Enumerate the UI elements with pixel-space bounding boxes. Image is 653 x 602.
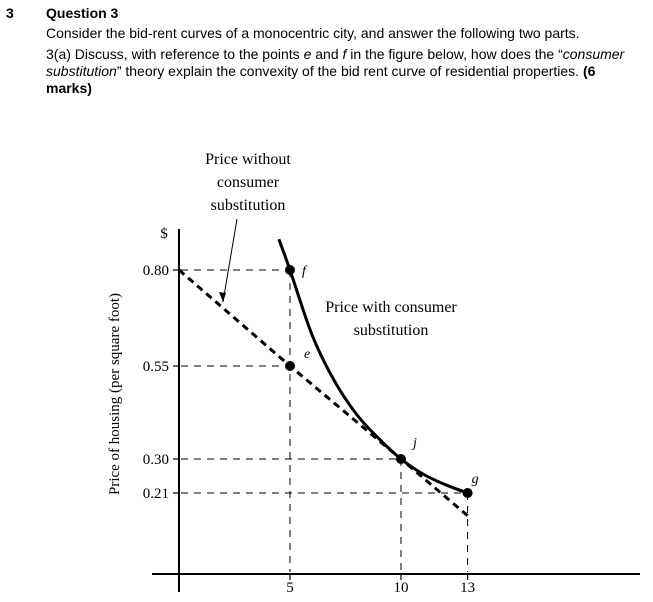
annotation-without-line2: consumer	[216, 174, 280, 191]
x-ticks	[286, 574, 475, 596]
series	[179, 239, 468, 515]
point-e-label: e	[304, 347, 311, 362]
x-tick-label: 5	[286, 580, 294, 596]
point-j-label: j	[413, 436, 417, 451]
x-tick-label: 10	[393, 580, 409, 596]
annotation-without-pointer	[223, 219, 237, 302]
part-a-marks: (6 marks)	[46, 63, 596, 96]
annotation-without-arrowhead	[219, 292, 226, 302]
part-a-point-e: e	[303, 46, 312, 62]
annotation-with-line1: Price with consumer	[325, 299, 457, 316]
part-a-mid: in the figure below, how does the “	[346, 46, 563, 62]
point-e-marker	[285, 361, 295, 371]
question-title: Question 3	[46, 5, 119, 21]
x-tick-label: 13	[460, 580, 476, 596]
part-a-pre: 3(a) Discuss, with reference to the points	[46, 46, 304, 62]
series-line-with-substitution	[279, 239, 468, 493]
y-unit-label: $	[160, 226, 168, 242]
point-g-label: g	[471, 472, 479, 487]
point-f-marker	[285, 265, 295, 275]
part-a-and: and	[311, 46, 343, 62]
question-intro: Consider the bid-rent curves of a monocentric city, and answer the following two parts.	[46, 25, 580, 41]
annotation-with-line2: substitution	[353, 322, 429, 339]
y-axis-label: Price of housing (per square foot)	[107, 292, 123, 496]
part-a-post: ” theory explain the convexity of the bid rent curve of residential properties.	[116, 63, 583, 79]
point-g-marker	[463, 488, 473, 498]
y-tick-label: 0.80	[142, 263, 169, 279]
part-a-theory: consumer substitution	[46, 46, 625, 79]
y-ticks	[143, 263, 179, 502]
question-number: 3	[6, 5, 14, 21]
annotation-without-line1: Price without	[205, 151, 291, 168]
y-tick-label: 0.30	[142, 452, 169, 468]
point-j-marker	[396, 454, 406, 464]
y-tick-label: 0.21	[142, 486, 169, 502]
annotation-without-line3: substitution	[210, 197, 286, 214]
y-tick-label: 0.55	[142, 359, 169, 375]
point-f-label: f	[302, 264, 306, 279]
part-a-point-f: f	[342, 46, 347, 62]
